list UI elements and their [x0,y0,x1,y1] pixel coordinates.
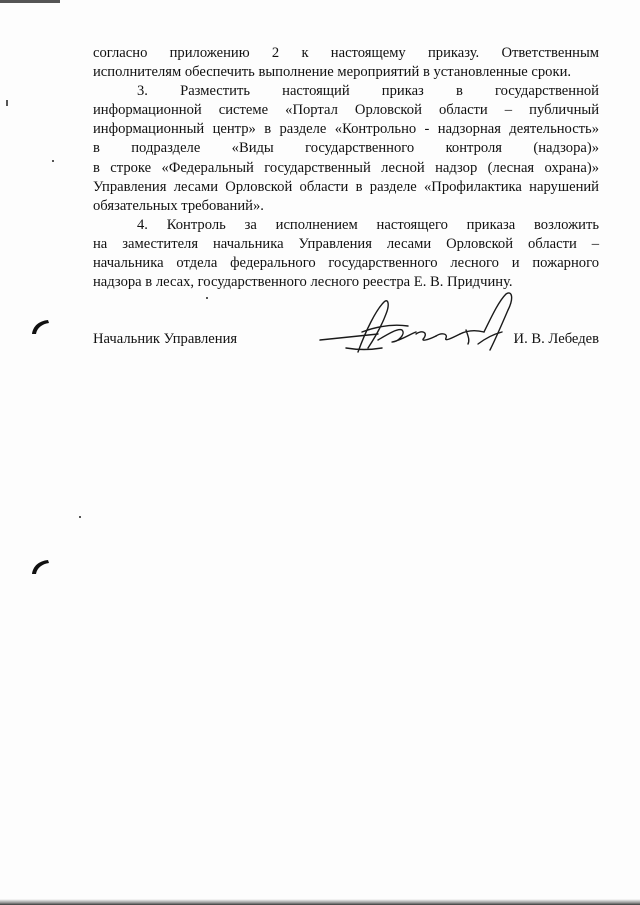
text-line: в подразделе «Виды государственного контроля (надзора)» [93,140,599,157]
text-line: исполнителям обеспечить выполнение мероприятий в установленные сроки. [93,64,572,81]
scan-edge-top [0,0,60,3]
text-line: на заместителя начальника Управления лесами Орловской области – [93,235,599,252]
scan-speck [79,516,81,518]
text-line: информационный центр» в разделе «Контрольно - надзорная деятельность» [93,121,599,138]
scan-edge-bottom [0,899,640,905]
text-line: информационной системе «Портал Орловской области – публичный [93,102,599,119]
text-line: согласно приложению 2 к настоящему приказу. Ответственным [93,45,599,61]
hole-punch-mark [30,558,52,576]
text-line: надзора в лесах, государственного лесного реестра Е. В. Придчину. [93,274,513,291]
paragraph-4-start: 4. Контроль за исполнением настоящего приказа возложить [137,216,599,233]
text-line: обязательных требований». [93,197,264,214]
document-body [93,44,599,292]
handwritten-signature [318,290,528,370]
scan-speck [52,160,54,162]
hole-punch-mark [30,318,52,336]
text-line: начальника отдела федерального государственного лесного и пожарного [93,255,599,272]
paragraph-3-start: 3. Разместить настоящий приказ в государственной [137,83,599,100]
text-line: в строке «Федеральный государственный лесной надзор (лесная охрана)» [93,159,599,176]
signer-title: Начальник Управления [93,331,238,347]
scan-speck [6,100,8,106]
text-line: Управления лесами Орловской области в разделе «Профилактика нарушений [93,178,599,195]
scan-speck [206,297,208,299]
signer-name: И. В. Лебедев [513,331,599,347]
